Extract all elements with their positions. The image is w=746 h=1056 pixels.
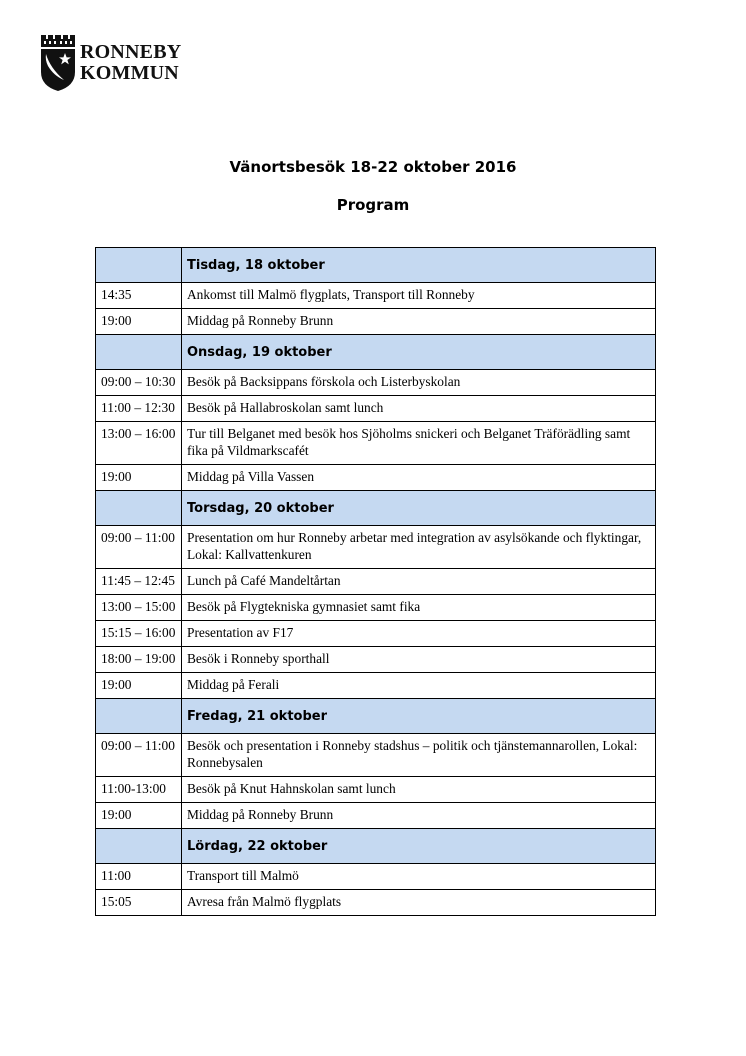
activity-cell: Besök på Hallabroskolan samt lunch	[182, 396, 656, 422]
day-label: Onsdag, 19 oktober	[182, 335, 656, 370]
time-cell: 13:00 – 16:00	[96, 422, 182, 465]
day-label: Tisdag, 18 oktober	[182, 248, 656, 283]
program-table	[95, 247, 656, 916]
time-cell: 09:00 – 11:00	[96, 734, 182, 777]
document-subtitle: Program	[336, 196, 410, 214]
time-cell: 18:00 – 19:00	[96, 647, 182, 673]
activity-cell: Besök på Flygtekniska gymnasiet samt fika	[182, 595, 656, 621]
logo-line-1: RONNEBY	[80, 41, 182, 63]
document-title: Vänortsbesök 18-22 oktober 2016	[229, 158, 517, 176]
ronneby-crest-icon	[40, 34, 76, 92]
program-row	[96, 465, 656, 491]
time-cell: 09:00 – 11:00	[96, 526, 182, 569]
day-header-row	[96, 491, 656, 526]
logo-text	[80, 42, 181, 84]
day-header-blank-cell	[96, 491, 182, 526]
time-cell: 19:00	[96, 803, 182, 829]
day-header-row	[96, 829, 656, 864]
activity-cell: Tur till Belganet med besök hos Sjöholms snickeri och Belganet Träförädling samt fika på Vildmarkscafét	[182, 422, 656, 465]
day-label: Torsdag, 20 oktober	[182, 491, 656, 526]
day-header-blank-cell	[96, 248, 182, 283]
program-row	[96, 673, 656, 699]
logo-line-2: KOMMUN	[80, 62, 179, 84]
activity-cell: Avresa från Malmö flygplats	[182, 890, 656, 916]
day-label: Lördag, 22 oktober	[182, 829, 656, 864]
day-header-row	[96, 248, 656, 283]
activity-cell: Besök på Knut Hahnskolan samt lunch	[182, 777, 656, 803]
activity-cell: Besök i Ronneby sporthall	[182, 647, 656, 673]
program-row	[96, 803, 656, 829]
activity-cell: Besök och presentation i Ronneby stadshus – politik och tjänstemannarollen, Lokal: Ronnebysalen	[182, 734, 656, 777]
time-cell: 11:00-13:00	[96, 777, 182, 803]
program-row	[96, 777, 656, 803]
program-row	[96, 370, 656, 396]
program-row	[96, 890, 656, 916]
day-header-row	[96, 699, 656, 734]
program-row	[96, 864, 656, 890]
activity-cell: Middag på Ferali	[182, 673, 656, 699]
program-row	[96, 526, 656, 569]
time-cell: 19:00	[96, 309, 182, 335]
day-header-blank-cell	[96, 699, 182, 734]
activity-cell: Presentation om hur Ronneby arbetar med integration av asylsökande och flyktingar, Lokal: Kallvattenkuren	[182, 526, 656, 569]
day-label: Fredag, 21 oktober	[182, 699, 656, 734]
time-cell: 09:00 – 10:30	[96, 370, 182, 396]
day-header-blank-cell	[96, 335, 182, 370]
activity-cell: Transport till Malmö	[182, 864, 656, 890]
time-cell: 19:00	[96, 673, 182, 699]
time-cell: 11:00 – 12:30	[96, 396, 182, 422]
program-row	[96, 396, 656, 422]
program-row	[96, 647, 656, 673]
program-row	[96, 734, 656, 777]
program-row	[96, 422, 656, 465]
program-row	[96, 621, 656, 647]
activity-cell: Lunch på Café Mandeltårtan	[182, 569, 656, 595]
time-cell: 15:15 – 16:00	[96, 621, 182, 647]
activity-cell: Middag på Villa Vassen	[182, 465, 656, 491]
program-row	[96, 595, 656, 621]
time-cell: 11:45 – 12:45	[96, 569, 182, 595]
time-cell: 11:00	[96, 864, 182, 890]
time-cell: 14:35	[96, 283, 182, 309]
activity-cell: Ankomst till Malmö flygplats, Transport till Ronneby	[182, 283, 656, 309]
program-row	[96, 283, 656, 309]
activity-cell: Middag på Ronneby Brunn	[182, 803, 656, 829]
program-row	[96, 309, 656, 335]
activity-cell: Besök på Backsippans förskola och Listerbyskolan	[182, 370, 656, 396]
program-row	[96, 569, 656, 595]
activity-cell: Presentation av F17	[182, 621, 656, 647]
activity-cell: Middag på Ronneby Brunn	[182, 309, 656, 335]
day-header-row	[96, 335, 656, 370]
day-header-blank-cell	[96, 829, 182, 864]
time-cell: 13:00 – 15:00	[96, 595, 182, 621]
time-cell: 15:05	[96, 890, 182, 916]
logo	[40, 34, 181, 92]
time-cell: 19:00	[96, 465, 182, 491]
